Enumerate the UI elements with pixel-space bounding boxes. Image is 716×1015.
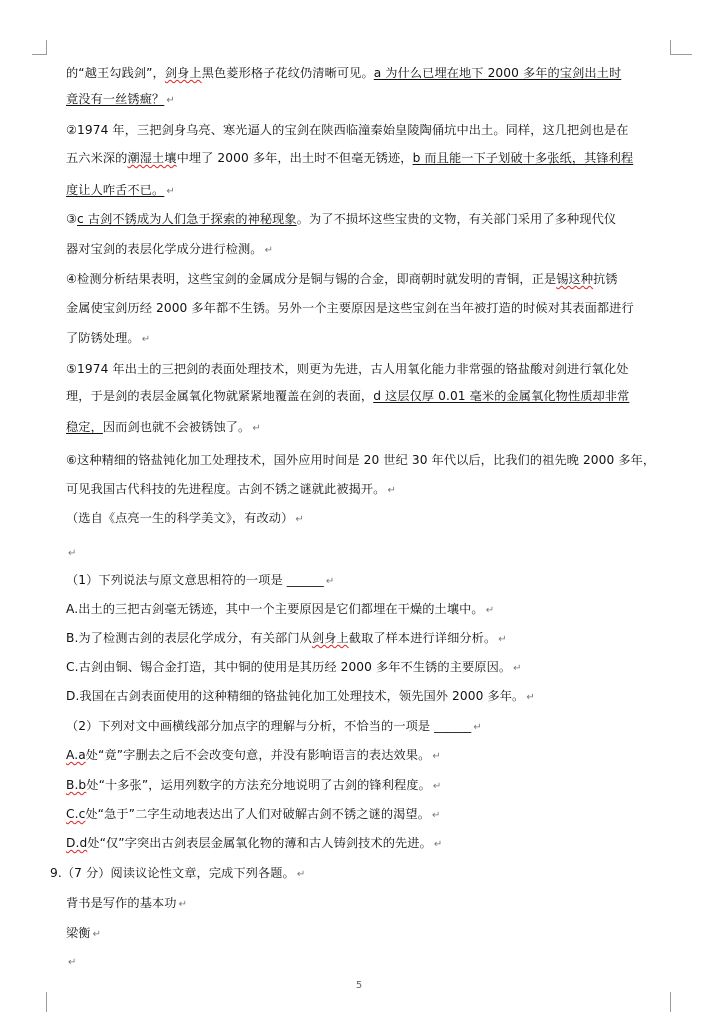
crop-mark-top-left-h xyxy=(32,54,47,55)
text-line xyxy=(66,149,674,167)
paragraph-mark: ↵ xyxy=(473,722,482,733)
text-line xyxy=(66,480,674,500)
paragraph-mark: ↵ xyxy=(526,692,535,703)
text-segment: 器对宝剑的表层化学成分进行检测。 xyxy=(66,242,263,256)
text-line xyxy=(66,805,674,825)
text-line xyxy=(66,210,674,228)
text-line xyxy=(66,360,674,378)
paragraph-mark: ↵ xyxy=(178,899,188,910)
text-segment: ④检测分析结果表明，这些宝剑的金属成分是铜与锡的合金，即商朝时就发明的青铜，正是 xyxy=(66,272,557,286)
text-segment: 处“竟”字删去之后不会改变句意，并没有影响语言的表达效果。 xyxy=(85,748,431,762)
text-line xyxy=(66,600,674,620)
spellcheck-underlined-segment: 锡这种 xyxy=(556,272,594,286)
text-line xyxy=(66,952,674,972)
text-segment: 梁衡 xyxy=(66,926,91,940)
text-segment: ⑥这种精细的铬盐钝化加工处理技术，国外应用时间是 20 世纪 30 年代以后，比我们的祖先晚 2000 多年， xyxy=(66,453,656,467)
underlined-segment: c 古剑不锈成为人们急于探索的神秘现象 xyxy=(77,212,297,226)
paragraph-mark: ↵ xyxy=(296,869,306,880)
text-line xyxy=(66,270,674,288)
paragraph-mark: ↵ xyxy=(513,663,522,674)
text-segment: 处“急于”二字生动地表达出了人们对破解古剑不锈之谜的渴望。 xyxy=(85,807,430,821)
text-segment: 。为了不损坏这些宝贵的文物，有关部门采用了多种现代仪 xyxy=(296,212,617,226)
underlined-segment: d 这层仅厚 0.01 毫米的金属氧化物性质却非常 xyxy=(373,389,630,403)
text-line xyxy=(66,64,674,82)
text-segment: 处“十多张”，运用列数字的方法充分地说明了古剑的锋利程度。 xyxy=(86,778,431,792)
text-segment: C.古剑由铜、锡合金打造，其中铜的使用是其历经 2000 多年不生锈的主要原因。 xyxy=(66,660,512,674)
text-segment: A.出土的三把古剑毫无锈迹，其中一个主要原因是它们都埋在干燥的土壤中。 xyxy=(66,602,484,616)
text-segment: （1）下列说法与原文意思相符的一项是 ______ xyxy=(66,573,324,587)
paragraph-mark: ↵ xyxy=(166,95,175,106)
text-line xyxy=(66,717,674,737)
spellcheck-underlined-segment: 剑身上 xyxy=(311,631,349,645)
text-line xyxy=(66,687,674,707)
text-line xyxy=(66,387,674,405)
paragraph-mark: ↵ xyxy=(325,576,335,587)
text-segment: 的“越王勾践剑”， xyxy=(66,66,165,80)
paragraph-mark: ↵ xyxy=(166,186,175,197)
paragraph-mark: ↵ xyxy=(252,423,261,434)
text-line xyxy=(66,121,674,139)
text-line xyxy=(50,864,674,884)
text-segment: 截取了样本进行详细分析。 xyxy=(348,631,497,645)
text-segment: ③ xyxy=(66,212,78,226)
text-segment: B.为了检测古剑的表层化学成分，有关部门从 xyxy=(66,631,312,645)
paragraph-mark: ↵ xyxy=(485,605,495,616)
text-line xyxy=(66,329,674,349)
underlined-segment: b 而且能一下子划破十多张纸，其锋利程 xyxy=(412,151,634,165)
text-segment: 抗锈 xyxy=(593,272,618,286)
text-line xyxy=(66,299,674,317)
text-line xyxy=(66,543,674,563)
text-line xyxy=(66,776,674,796)
paragraph-mark: ↵ xyxy=(295,514,304,525)
paragraph-mark: ↵ xyxy=(432,781,442,792)
text-segment: （2）下列对文中画横线部分加点字的理解与分析，不恰当的一项是 ______ xyxy=(66,719,472,733)
paragraph-mark: ↵ xyxy=(432,751,441,762)
text-line xyxy=(66,894,674,914)
crop-mark-top-left-v xyxy=(46,40,47,54)
text-segment: 9.（7 分）阅读议论性文章，完成下列各题。 xyxy=(50,866,295,880)
underlined-segment: 度让人咋舌不已。 xyxy=(66,183,165,197)
text-line xyxy=(66,629,674,649)
text-line xyxy=(66,834,674,854)
paragraph-mark: ↵ xyxy=(68,548,77,559)
text-line xyxy=(66,924,674,944)
text-segment: 中埋了 2000 多年，出土时不但毫无锈迹， xyxy=(176,151,413,165)
crop-mark-bottom-left-v xyxy=(46,992,47,1012)
text-segment: 背书是写作的基本功 xyxy=(66,896,177,910)
paragraph-mark: ↵ xyxy=(498,634,507,645)
spellcheck-underlined-segment: A.a xyxy=(66,748,86,762)
text-line xyxy=(66,418,674,438)
text-segment: D.我国在古剑表面使用的这种精细的铬盐钝化加工处理技术，领先国外 2000 多年。 xyxy=(66,689,525,703)
text-segment: ⑤1974 年出土的三把剑的表面处理技术，则更为先进，古人用氧化能力非常强的铬盐酸对剑进行氧化处 xyxy=(66,362,629,376)
page-number: 5 xyxy=(355,980,363,991)
crop-mark-top-right-v xyxy=(670,40,671,54)
text-segment: 金属使宝剑历经 2000 多年都不生锈。另外一个主要原因是这些宝剑在当年被打造的时候对其表面都进行 xyxy=(66,301,634,315)
text-line xyxy=(66,181,674,201)
text-segment: 了防锈处理。 xyxy=(66,331,140,345)
crop-mark-top-right-h xyxy=(670,54,692,55)
paragraph-mark: ↵ xyxy=(387,485,396,496)
text-line xyxy=(66,90,674,110)
text-segment: 五六米深的 xyxy=(66,151,128,165)
text-segment: 理，于是剑的表层金属氧化物就紧紧地覆盖在剑的表面， xyxy=(66,389,374,403)
underlined-segment: 竟没有一丝锈癍？ xyxy=(66,92,165,106)
underlined-segment: a 为什么已埋在地下 2000 多年的宝剑出土时 xyxy=(373,66,622,80)
spellcheck-underlined-segment: 潮湿土壤 xyxy=(127,151,177,165)
text-line xyxy=(66,658,674,678)
paragraph-mark: ↵ xyxy=(431,810,441,821)
text-line xyxy=(66,746,674,766)
text-segment: 因而剑也就不会被锈蚀了。 xyxy=(102,420,251,434)
crop-mark-bottom-right-v xyxy=(670,992,671,1012)
text-segment: （选自《点亮一生的科学美文》，有改动） xyxy=(66,511,294,525)
text-segment: 可见我国古代科技的先进程度。古剑不锈之谜就此被揭开。 xyxy=(66,482,386,496)
paragraph-mark: ↵ xyxy=(68,957,77,968)
text-segment: ②1974 年，三把剑身乌亮、寒光逼人的宝剑在陕西临潼秦始皇陵陶俑坑中出土。同样，这几把剑也是在 xyxy=(66,123,629,137)
spellcheck-underlined-segment: D.d xyxy=(66,836,88,850)
text-line xyxy=(66,509,674,529)
text-line xyxy=(66,240,674,260)
spellcheck-underlined-segment: C.c xyxy=(66,807,86,821)
text-line xyxy=(66,571,674,591)
text-segment: 黑色菱形格子花纹仍清晰可见。 xyxy=(201,66,374,80)
spellcheck-underlined-segment: 剑身上 xyxy=(164,66,202,80)
spellcheck-underlined-segment: B.b xyxy=(66,778,87,792)
text-segment: 处“仅”字突出古剑表层金属氧化物的薄和古人铸剑技术的先进。 xyxy=(87,836,432,850)
paragraph-mark: ↵ xyxy=(264,245,274,256)
underlined-segment: 稳定， xyxy=(66,420,103,434)
paragraph-mark: ↵ xyxy=(141,334,151,345)
paragraph-mark: ↵ xyxy=(433,839,443,850)
paragraph-mark: ↵ xyxy=(92,929,102,940)
text-line xyxy=(66,451,674,469)
